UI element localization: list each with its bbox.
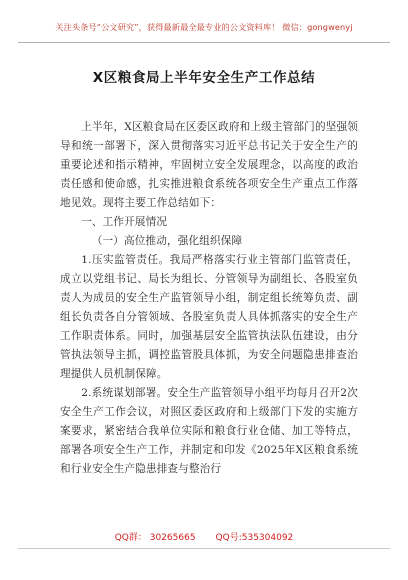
footer-qq-number: QQ号:535304092 (215, 533, 294, 543)
top-promo-banner: 关注头条号“公文研究”，获得最新最全最专业的公文资料库！ 微信：gongwenyj (55, 22, 353, 32)
footer-contact (0, 530, 408, 543)
item-paragraph-2: 2.系统谋划部署。安全生产监管领导小组平均每月召开2次安全生产工作会议，对照区委区政府和上级部门下发的实施方案要求，紧密结合我单位实际和粮食行业仓储、加工等特点，部署各项安全生产工作，并制定和印发《2025年X区粮食系统和行业安全生产隐患排查与整治行 (60, 387, 358, 475)
header-divider (18, 42, 390, 43)
document-title: X区粮食局上半年安全生产工作总结 (92, 70, 316, 86)
footer-divider (18, 548, 390, 549)
section-heading: 一、工作开展情况 (81, 216, 168, 228)
intro-paragraph: 上半年，X区粮食局在区委区政府和上级主管部门的坚强领导和统一部署下，深入贯彻落实习近平总书记关于安全生产的重要论述和指示精神，牢固树立安全发展理念，以高度的政治责任感和使命感，扎实推进粮食系统各项安全生产重点工作落地见效。现将主要工作总结如下： (60, 121, 358, 209)
sub-heading: （一）高位推动，强化组织保障 (91, 235, 243, 247)
document-body (60, 118, 358, 479)
item-paragraph-1: 1.压实监管责任。我局严格落实行业主管部门监管责任，成立以党组书记、局长为组长、分管领导为副组长、各股室负责人为成员的安全生产监管领导小组，制定组长统筹负责、副组长负责各自分管领域、各股室负责人具体抓落实的安全生产工作职责体系。同时，加强基层安全监管执法队伍建设，由分管执法领导主抓，调控监管股具体抓，为安全问题隐患排查治理提供人员机制保障。 (60, 254, 358, 380)
footer-qq-group: QQ群： 30265665 (114, 533, 196, 543)
